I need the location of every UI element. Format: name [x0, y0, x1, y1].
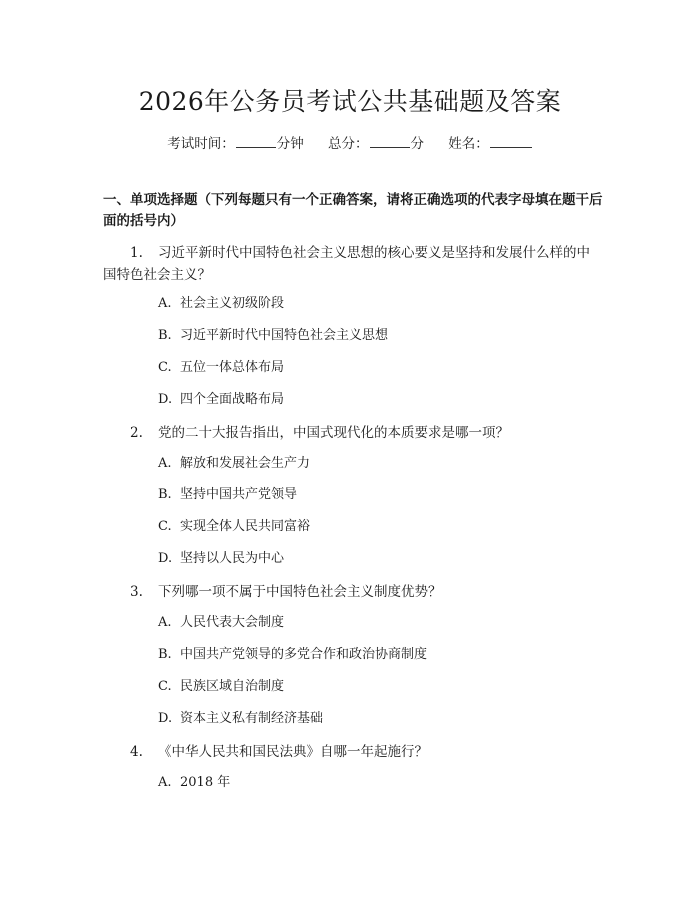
option-3c[interactable]: [158, 678, 598, 696]
option-text: 解放和发展社会生产力: [180, 456, 311, 471]
option-letter: A.: [158, 296, 172, 311]
exam-time-label: 考试时间：: [167, 136, 235, 152]
option-2d[interactable]: [158, 550, 598, 568]
total-score-field: [328, 132, 424, 152]
option-2b[interactable]: [158, 486, 598, 504]
option-text: 人民代表大会制度: [180, 615, 285, 630]
option-1d[interactable]: [158, 391, 598, 409]
question-number: 1.: [130, 245, 143, 261]
option-letter: A.: [158, 615, 172, 630]
question-3: [103, 581, 603, 603]
question-number: 2.: [130, 425, 143, 441]
question-2: [103, 422, 603, 444]
option-letter: B.: [158, 328, 172, 343]
option-2a[interactable]: [158, 455, 598, 473]
option-2c[interactable]: [158, 518, 598, 536]
option-letter: A.: [158, 456, 172, 471]
question-number: 4.: [130, 744, 143, 760]
option-3b[interactable]: [158, 646, 598, 664]
option-letter: B.: [158, 647, 172, 662]
option-text: 四个全面战略布局: [180, 392, 285, 407]
option-letter: A.: [158, 775, 172, 790]
option-3d[interactable]: [158, 710, 598, 728]
option-letter: D.: [158, 392, 173, 407]
question-text: 党的二十大报告指出，中国式现代化的本质要求是哪一项？: [158, 425, 509, 441]
question-4: [103, 741, 603, 763]
option-letter: D.: [158, 711, 173, 726]
section-heading: 一、单项选择题（下列每题只有一个正确答案，请将正确选项的代表字母填在题干后面的括号内）: [103, 192, 603, 229]
exam-time-unit: 分钟: [276, 136, 304, 152]
option-letter: B.: [158, 487, 172, 502]
total-score-blank[interactable]: [370, 135, 410, 148]
option-letter: C.: [158, 679, 172, 694]
option-1c[interactable]: [158, 359, 598, 377]
option-letter: D.: [158, 551, 173, 566]
exam-meta-line: [0, 132, 700, 152]
question-text: 《中华人民共和国民法典》自哪一年起施行？: [158, 744, 428, 760]
option-text: 习近平新时代中国特色社会主义思想: [180, 328, 389, 343]
exam-time-blank[interactable]: [236, 135, 276, 148]
total-score-unit: 分: [410, 136, 424, 152]
option-letter: C.: [158, 519, 172, 534]
question-number: 3.: [130, 584, 143, 600]
question-text: 下列哪一项不属于中国特色社会主义制度优势？: [158, 584, 442, 600]
name-label: 姓名：: [448, 136, 489, 152]
exam-time-field: [167, 132, 304, 152]
question-1: [103, 242, 603, 286]
page-title: 2026年公务员考试公共基础题及答案: [138, 87, 562, 116]
option-text: 民族区域自治制度: [180, 679, 285, 694]
option-3a[interactable]: [158, 614, 598, 632]
option-text: 实现全体人民共同富裕: [180, 519, 311, 534]
option-1a[interactable]: [158, 295, 598, 313]
option-text: 坚持以人民为中心: [180, 551, 285, 566]
option-1b[interactable]: [158, 327, 598, 345]
total-score-label: 总分：: [328, 136, 369, 152]
option-4a[interactable]: [158, 774, 598, 792]
option-text: 社会主义初级阶段: [180, 296, 285, 311]
name-blank[interactable]: [490, 135, 532, 148]
option-text: 2018 年: [180, 775, 231, 790]
question-text: 习近平新时代中国特色社会主义思想的核心要义是坚持和发展什么样的中国特色社会主义？: [103, 245, 590, 283]
name-field: [448, 132, 533, 152]
option-text: 坚持中国共产党领导: [180, 487, 298, 502]
option-text: 资本主义私有制经济基础: [180, 711, 324, 726]
option-text: 五位一体总体布局: [180, 360, 285, 375]
option-letter: C.: [158, 360, 172, 375]
option-text: 中国共产党领导的多党合作和政治协商制度: [180, 647, 428, 662]
